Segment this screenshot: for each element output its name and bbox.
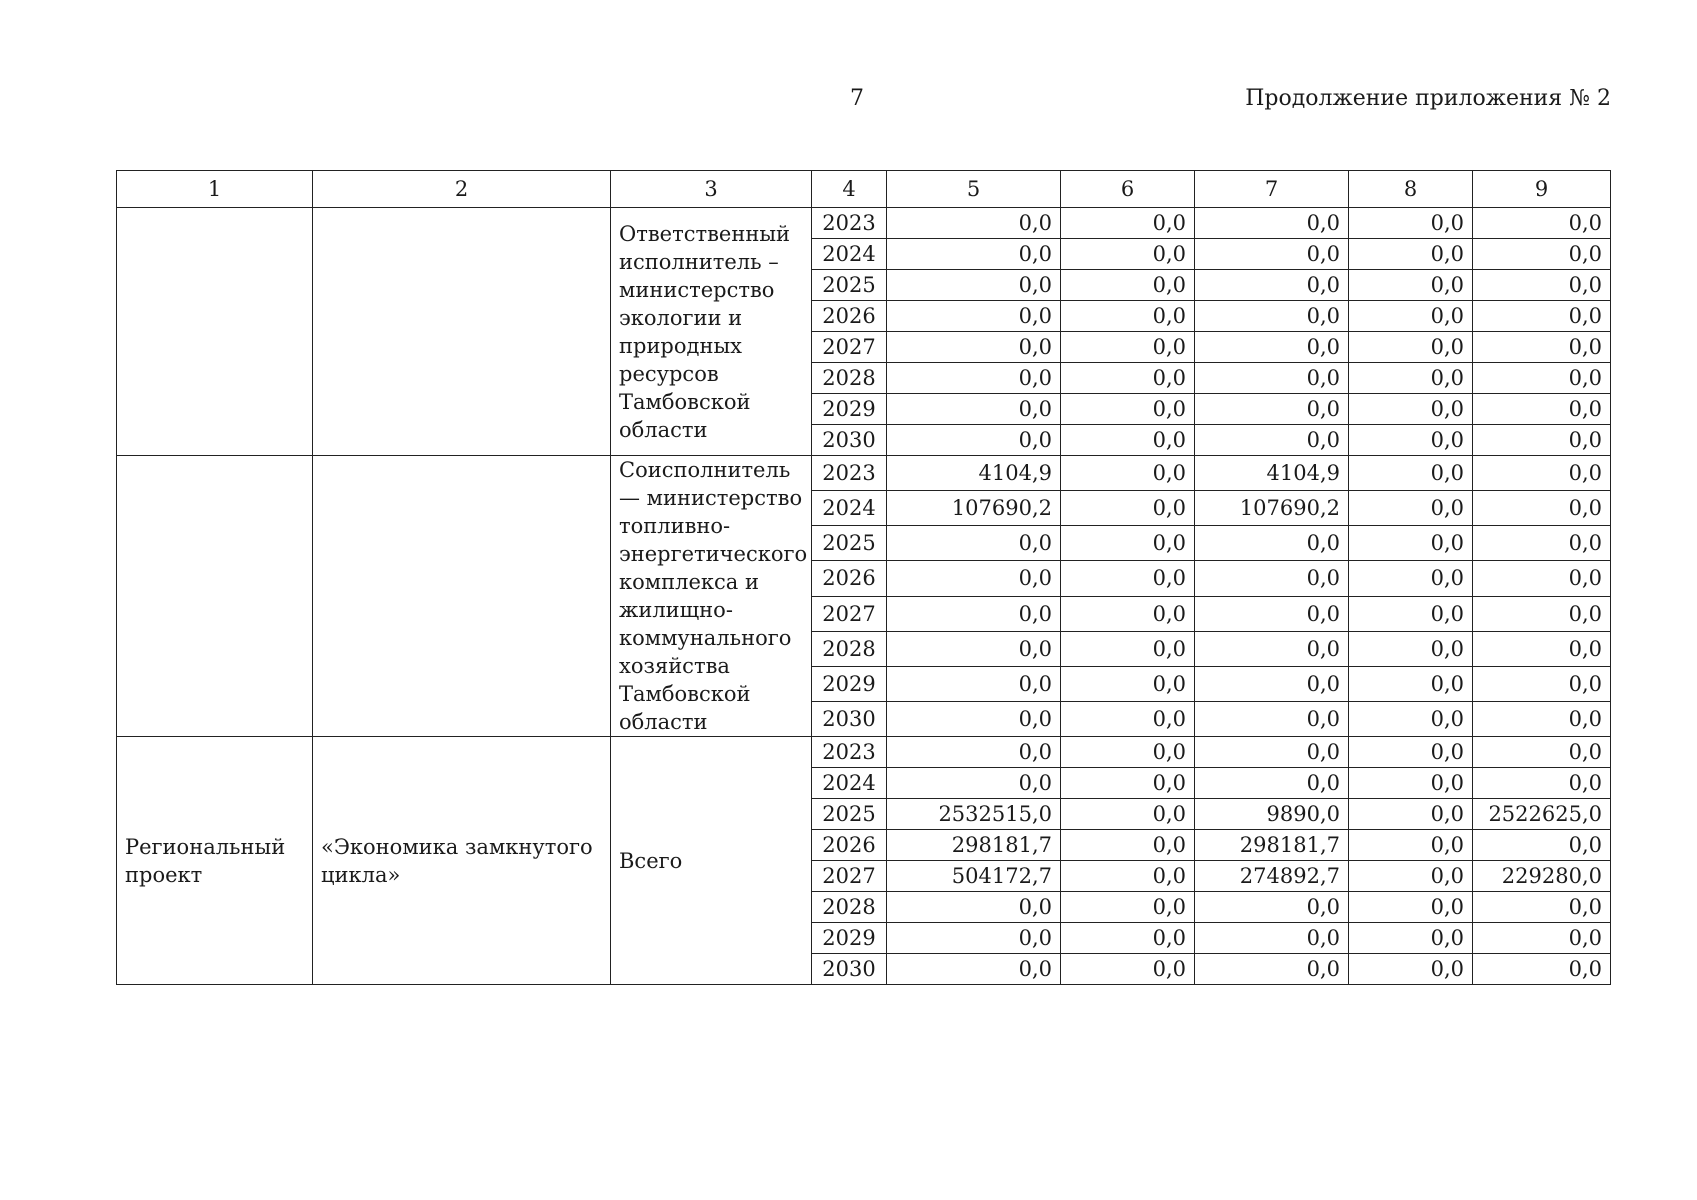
value-cell: 0,0: [1061, 456, 1195, 491]
value-cell: 0,0: [1195, 737, 1349, 768]
column-header: 7: [1195, 171, 1349, 208]
table-row: [117, 737, 1611, 768]
value-cell: 0,0: [1061, 425, 1195, 456]
value-cell: 0,0: [1349, 363, 1473, 394]
value-cell: 0,0: [1349, 892, 1473, 923]
value-cell: 0,0: [1195, 954, 1349, 985]
value-cell: 0,0: [1061, 892, 1195, 923]
year-cell: 2023: [812, 737, 887, 768]
value-cell: 0,0: [1473, 239, 1611, 270]
value-cell: 0,0: [1349, 954, 1473, 985]
year-cell: 2027: [812, 596, 887, 631]
year-cell: 2023: [812, 208, 887, 239]
value-cell: 0,0: [1195, 631, 1349, 666]
value-cell: 0,0: [1061, 768, 1195, 799]
value-cell: 0,0: [887, 301, 1061, 332]
column-header: 2: [313, 171, 611, 208]
value-cell: 0,0: [887, 596, 1061, 631]
value-cell: 0,0: [887, 701, 1061, 736]
value-cell: 0,0: [1473, 892, 1611, 923]
year-cell: 2026: [812, 301, 887, 332]
value-cell: 0,0: [1061, 596, 1195, 631]
value-cell: 0,0: [887, 363, 1061, 394]
value-cell: 0,0: [1061, 208, 1195, 239]
value-cell: 0,0: [1473, 208, 1611, 239]
value-cell: 0,0: [887, 631, 1061, 666]
value-cell: 0,0: [1349, 701, 1473, 736]
value-cell: 0,0: [1473, 561, 1611, 596]
value-cell: 0,0: [887, 768, 1061, 799]
year-cell: 2027: [812, 332, 887, 363]
year-cell: 2030: [812, 954, 887, 985]
value-cell: 107690,2: [887, 491, 1061, 526]
value-cell: 274892,7: [1195, 861, 1349, 892]
value-cell: 0,0: [1349, 270, 1473, 301]
value-cell: 0,0: [1349, 666, 1473, 701]
value-cell: 0,0: [887, 394, 1061, 425]
value-cell: 0,0: [1473, 596, 1611, 631]
value-cell: 0,0: [1473, 701, 1611, 736]
name-cell: «Экономика замкнутого цикла»: [313, 737, 611, 985]
year-cell: 2028: [812, 631, 887, 666]
value-cell: 0,0: [1349, 830, 1473, 861]
value-cell: 0,0: [1061, 239, 1195, 270]
year-cell: 2025: [812, 526, 887, 561]
value-cell: 0,0: [1195, 768, 1349, 799]
value-cell: 0,0: [1473, 526, 1611, 561]
appendix-continuation: Продолжение приложения № 2: [1245, 86, 1611, 111]
year-cell: 2024: [812, 239, 887, 270]
year-cell: 2028: [812, 892, 887, 923]
value-cell: 0,0: [1349, 239, 1473, 270]
value-cell: 0,0: [887, 526, 1061, 561]
value-cell: 0,0: [1061, 631, 1195, 666]
value-cell: 0,0: [1349, 208, 1473, 239]
table-body: [117, 208, 1611, 985]
value-cell: 0,0: [1473, 768, 1611, 799]
value-cell: 0,0: [887, 270, 1061, 301]
column-header: 1: [117, 171, 313, 208]
value-cell: 107690,2: [1195, 491, 1349, 526]
column-header: 6: [1061, 171, 1195, 208]
value-cell: 2532515,0: [887, 799, 1061, 830]
value-cell: 2522625,0: [1473, 799, 1611, 830]
value-cell: 0,0: [1473, 363, 1611, 394]
value-cell: 0,0: [1061, 666, 1195, 701]
value-cell: 0,0: [1195, 666, 1349, 701]
value-cell: 0,0: [1473, 954, 1611, 985]
value-cell: 0,0: [1473, 923, 1611, 954]
value-cell: 0,0: [1061, 526, 1195, 561]
value-cell: 0,0: [1195, 701, 1349, 736]
column-header: 4: [812, 171, 887, 208]
value-cell: 0,0: [1061, 332, 1195, 363]
year-cell: 2029: [812, 666, 887, 701]
value-cell: 0,0: [1061, 491, 1195, 526]
category-cell: [117, 208, 313, 456]
executor-cell: Всего: [611, 737, 812, 985]
value-cell: 0,0: [887, 561, 1061, 596]
year-cell: 2026: [812, 830, 887, 861]
value-cell: 0,0: [1195, 301, 1349, 332]
value-cell: 0,0: [1195, 239, 1349, 270]
column-header: 8: [1349, 171, 1473, 208]
value-cell: 0,0: [1195, 425, 1349, 456]
value-cell: 0,0: [1061, 799, 1195, 830]
value-cell: 0,0: [1061, 861, 1195, 892]
value-cell: 0,0: [1195, 596, 1349, 631]
year-cell: 2025: [812, 799, 887, 830]
column-number-row: [117, 171, 1611, 208]
value-cell: 0,0: [1061, 954, 1195, 985]
value-cell: 0,0: [1195, 270, 1349, 301]
name-cell: [313, 456, 611, 737]
value-cell: 0,0: [1473, 666, 1611, 701]
value-cell: 0,0: [1349, 526, 1473, 561]
value-cell: 504172,7: [887, 861, 1061, 892]
value-cell: 0,0: [1473, 270, 1611, 301]
value-cell: 0,0: [1473, 830, 1611, 861]
year-cell: 2024: [812, 491, 887, 526]
value-cell: 0,0: [1473, 491, 1611, 526]
value-cell: 0,0: [1195, 526, 1349, 561]
value-cell: 0,0: [887, 737, 1061, 768]
year-cell: 2026: [812, 561, 887, 596]
executor-cell: Ответственный исполнитель – министерство экологии и природных ресурсов Тамбовской области: [611, 208, 812, 456]
column-header: 5: [887, 171, 1061, 208]
value-cell: 0,0: [1349, 332, 1473, 363]
value-cell: 0,0: [1061, 923, 1195, 954]
value-cell: 0,0: [1349, 425, 1473, 456]
year-cell: 2030: [812, 425, 887, 456]
value-cell: 0,0: [1349, 394, 1473, 425]
value-cell: 0,0: [1195, 363, 1349, 394]
value-cell: 0,0: [887, 332, 1061, 363]
value-cell: 0,0: [1061, 701, 1195, 736]
value-cell: 0,0: [1349, 456, 1473, 491]
page-number: 7: [850, 86, 864, 111]
column-header: 9: [1473, 171, 1611, 208]
value-cell: 0,0: [1349, 737, 1473, 768]
value-cell: 0,0: [1195, 394, 1349, 425]
value-cell: 0,0: [1349, 561, 1473, 596]
value-cell: 0,0: [1061, 394, 1195, 425]
year-cell: 2029: [812, 923, 887, 954]
value-cell: 0,0: [1195, 561, 1349, 596]
value-cell: 0,0: [1195, 892, 1349, 923]
value-cell: 229280,0: [1473, 861, 1611, 892]
value-cell: 0,0: [1061, 737, 1195, 768]
table-row: [117, 208, 1611, 239]
executor-cell: Соисполнитель — министерство топливно-энергетического комплекса и жилищно-коммунального хозяйства Тамбовской области: [611, 456, 812, 737]
value-cell: 9890,0: [1195, 799, 1349, 830]
value-cell: 0,0: [1061, 363, 1195, 394]
value-cell: 4104,9: [887, 456, 1061, 491]
value-cell: 0,0: [887, 892, 1061, 923]
value-cell: 0,0: [1473, 456, 1611, 491]
value-cell: 0,0: [1195, 332, 1349, 363]
value-cell: 0,0: [1473, 332, 1611, 363]
value-cell: 0,0: [1061, 561, 1195, 596]
column-header: 3: [611, 171, 812, 208]
value-cell: 0,0: [1061, 830, 1195, 861]
name-cell: [313, 208, 611, 456]
value-cell: 0,0: [1473, 394, 1611, 425]
value-cell: 0,0: [887, 954, 1061, 985]
value-cell: 0,0: [1473, 737, 1611, 768]
category-cell: [117, 456, 313, 737]
value-cell: 0,0: [1061, 270, 1195, 301]
year-cell: 2027: [812, 861, 887, 892]
value-cell: 0,0: [1349, 768, 1473, 799]
table-row: [117, 456, 1611, 491]
value-cell: 298181,7: [1195, 830, 1349, 861]
category-cell: Региональный проект: [117, 737, 313, 985]
value-cell: 0,0: [1473, 301, 1611, 332]
value-cell: 0,0: [1195, 208, 1349, 239]
year-cell: 2030: [812, 701, 887, 736]
value-cell: 0,0: [1473, 425, 1611, 456]
value-cell: 0,0: [1473, 631, 1611, 666]
value-cell: 0,0: [1195, 923, 1349, 954]
value-cell: 0,0: [887, 923, 1061, 954]
budget-table: [116, 170, 1611, 985]
value-cell: 0,0: [1349, 491, 1473, 526]
value-cell: 0,0: [887, 666, 1061, 701]
year-cell: 2024: [812, 768, 887, 799]
value-cell: 0,0: [1349, 799, 1473, 830]
year-cell: 2028: [812, 363, 887, 394]
value-cell: 0,0: [1349, 923, 1473, 954]
value-cell: 0,0: [887, 208, 1061, 239]
value-cell: 0,0: [887, 425, 1061, 456]
value-cell: 4104,9: [1195, 456, 1349, 491]
value-cell: 0,0: [1349, 301, 1473, 332]
year-cell: 2023: [812, 456, 887, 491]
year-cell: 2025: [812, 270, 887, 301]
value-cell: 0,0: [1349, 596, 1473, 631]
value-cell: 298181,7: [887, 830, 1061, 861]
year-cell: 2029: [812, 394, 887, 425]
value-cell: 0,0: [887, 239, 1061, 270]
value-cell: 0,0: [1349, 861, 1473, 892]
value-cell: 0,0: [1349, 631, 1473, 666]
value-cell: 0,0: [1061, 301, 1195, 332]
